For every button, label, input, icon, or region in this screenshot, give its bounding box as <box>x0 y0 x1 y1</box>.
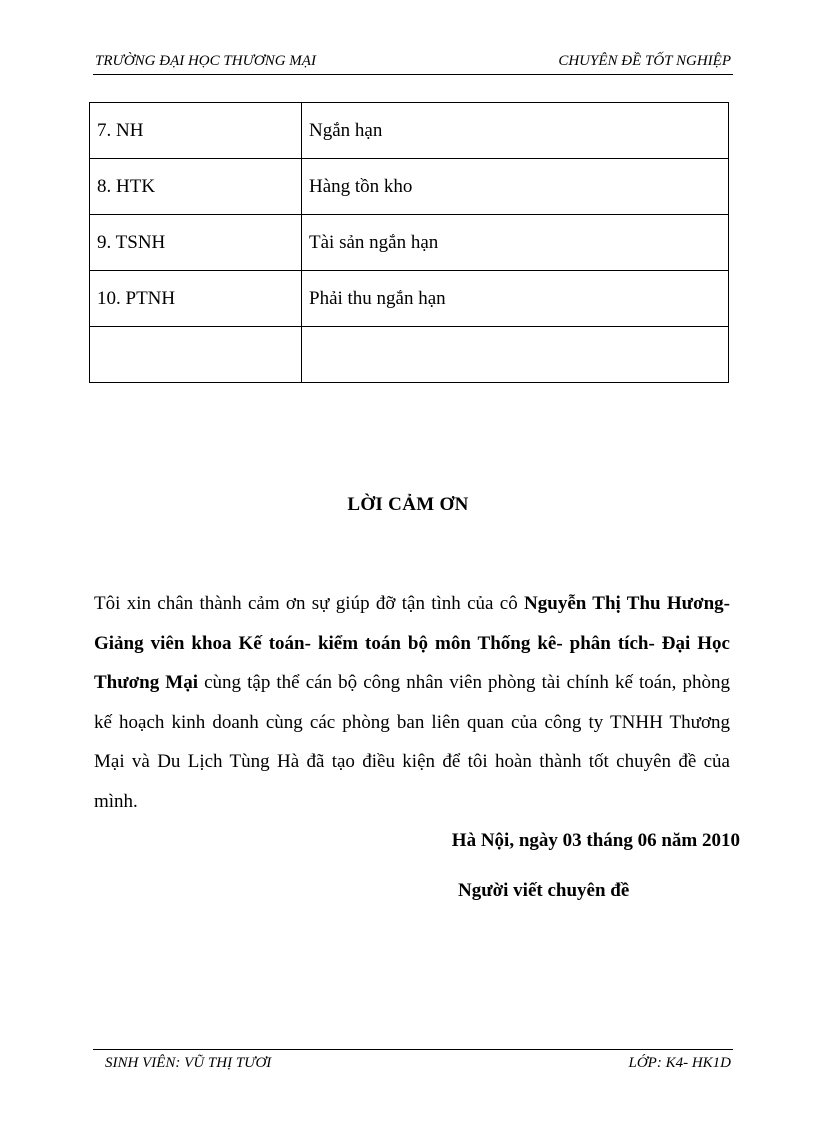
para-text-1: Tôi xin chân thành cảm ơn sự giúp đỡ tận tình của cô <box>94 593 525 614</box>
meaning-cell: Phải thu ngắn hạn <box>302 271 729 327</box>
abbr-cell <box>90 327 302 383</box>
signature-date: Hà Nội, ngày 03 tháng 06 năm 2010 <box>451 830 740 851</box>
page-header <box>93 50 733 75</box>
abbr-cell: 9. TSNH <box>90 215 302 271</box>
acknowledgement-paragraph <box>94 584 730 821</box>
meaning-cell: Ngắn hạn <box>302 103 729 159</box>
para-text-2: cùng tập thể cán bộ công nhân viên phòng tài chính kế toán, phòng kế hoạch kinh doanh cùng các phòng ban liên quan của công ty TNHH Thương Mại và Du Lịch Tùng Hà đã tạo điều kiện để tôi hoàn thành tốt chuyên đề của mình. <box>94 672 730 812</box>
meaning-cell: Tài sản ngắn hạn <box>302 215 729 271</box>
abbreviation-table <box>89 102 729 383</box>
table-row <box>90 327 729 383</box>
table-row <box>90 271 729 327</box>
abbr-cell: 7. NH <box>90 103 302 159</box>
page-footer <box>93 1049 733 1074</box>
abbr-cell: 10. PTNH <box>90 271 302 327</box>
table-row <box>90 159 729 215</box>
table-row <box>90 215 729 271</box>
table-row <box>90 103 729 159</box>
footer-class: LỚP: K4- HK1D <box>628 1055 731 1071</box>
meaning-cell <box>302 327 729 383</box>
para-bold-name: Nguyễn Thị Thu Hương- Giảng viên khoa Kế toán- kiểm toán bộ môn Thống kê- phân tích- Đại Học Thương Mại <box>94 593 730 693</box>
abbr-cell: 8. HTK <box>90 159 302 215</box>
signature-role: Người viết chuyên đề <box>458 880 630 901</box>
meaning-cell: Hàng tồn kho <box>302 159 729 215</box>
footer-student: SINH VIÊN: VŨ THỊ TƯƠI <box>105 1055 272 1071</box>
header-school: TRƯỜNG ĐẠI HỌC THƯƠNG MẠI <box>95 53 316 69</box>
section-title: LỜI CẢM ƠN <box>347 494 469 515</box>
header-doc-type: CHUYÊN ĐỀ TỐT NGHIỆP <box>558 53 731 69</box>
